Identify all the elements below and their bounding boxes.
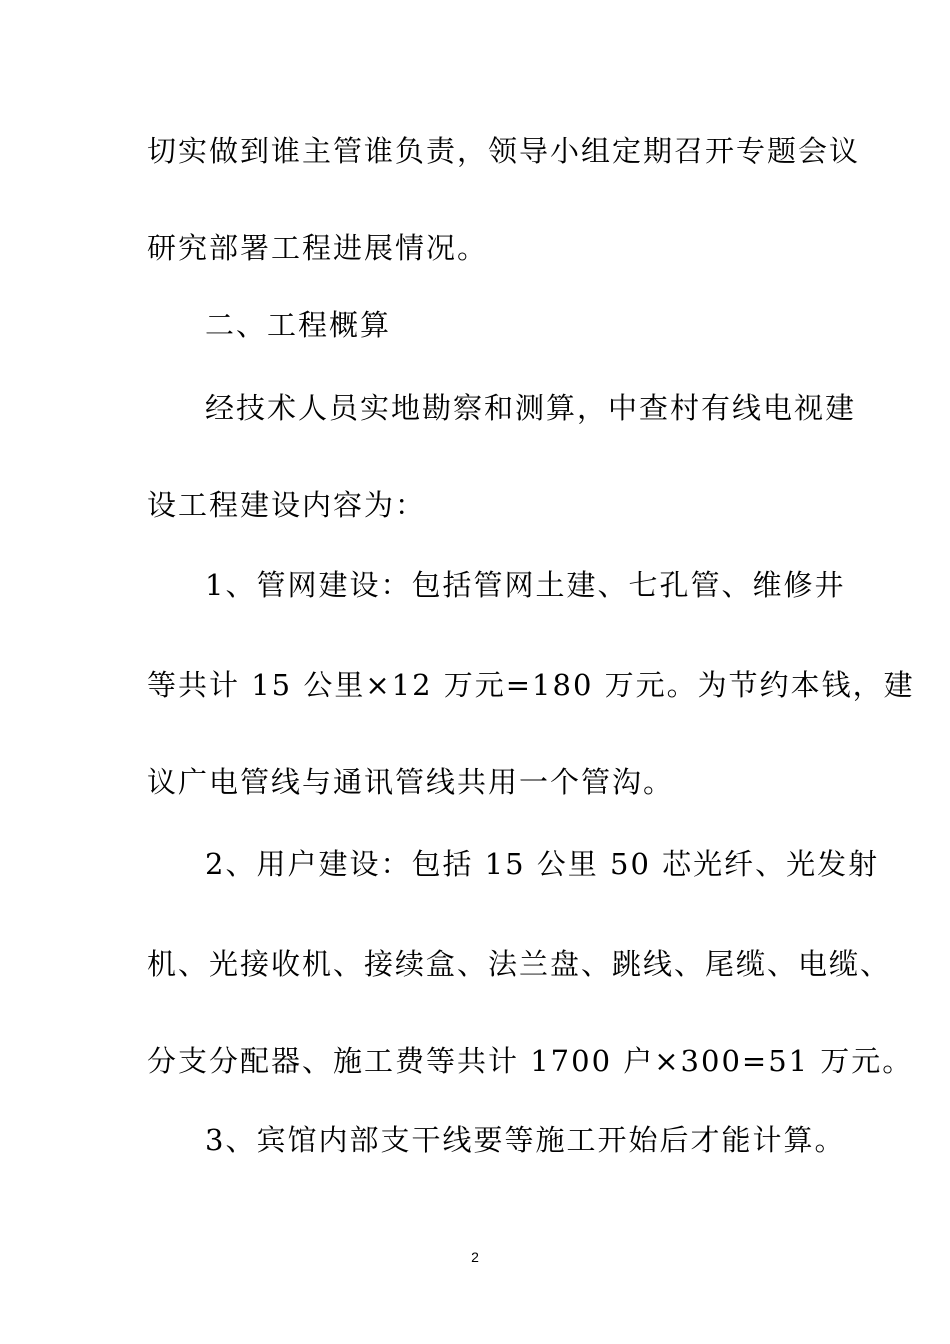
paragraph-line-4: 设工程建设内容为： <box>147 488 427 522</box>
list-item-1-line-2: 等共计 15 公里×12 万元=180 万元。为节约本钱，建 <box>147 668 915 702</box>
paragraph-line-2: 研究部署工程进展情况。 <box>147 231 489 265</box>
paragraph-line-1: 切实做到谁主管谁负责，领导小组定期召开专题会议 <box>147 134 861 168</box>
list-item-1-line-1: 1、管网建设：包括管网土建、七孔管、维修井 <box>205 568 846 602</box>
list-item-1-line-3: 议广电管线与通讯管线共用一个管沟。 <box>147 765 675 799</box>
list-item-2-line-3: 分支分配器、施工费等共计 1700 户×300=51 万元。 <box>147 1044 914 1078</box>
list-item-2-line-1: 2、用户建设：包括 15 公里 50 芯光纤、光发射 <box>205 847 880 881</box>
section-heading: 二、工程概算 <box>205 308 392 342</box>
list-item-2-line-2: 机、光接收机、接续盒、法兰盘、跳线、尾缆、电缆、 <box>147 947 892 981</box>
list-item-3: 3、宾馆内部支干线要等施工开始后才能计算。 <box>205 1123 846 1157</box>
page-number: 2 <box>471 1249 479 1265</box>
paragraph-line-3: 经技术人员实地勘察和测算，中查村有线电视建 <box>205 391 857 425</box>
